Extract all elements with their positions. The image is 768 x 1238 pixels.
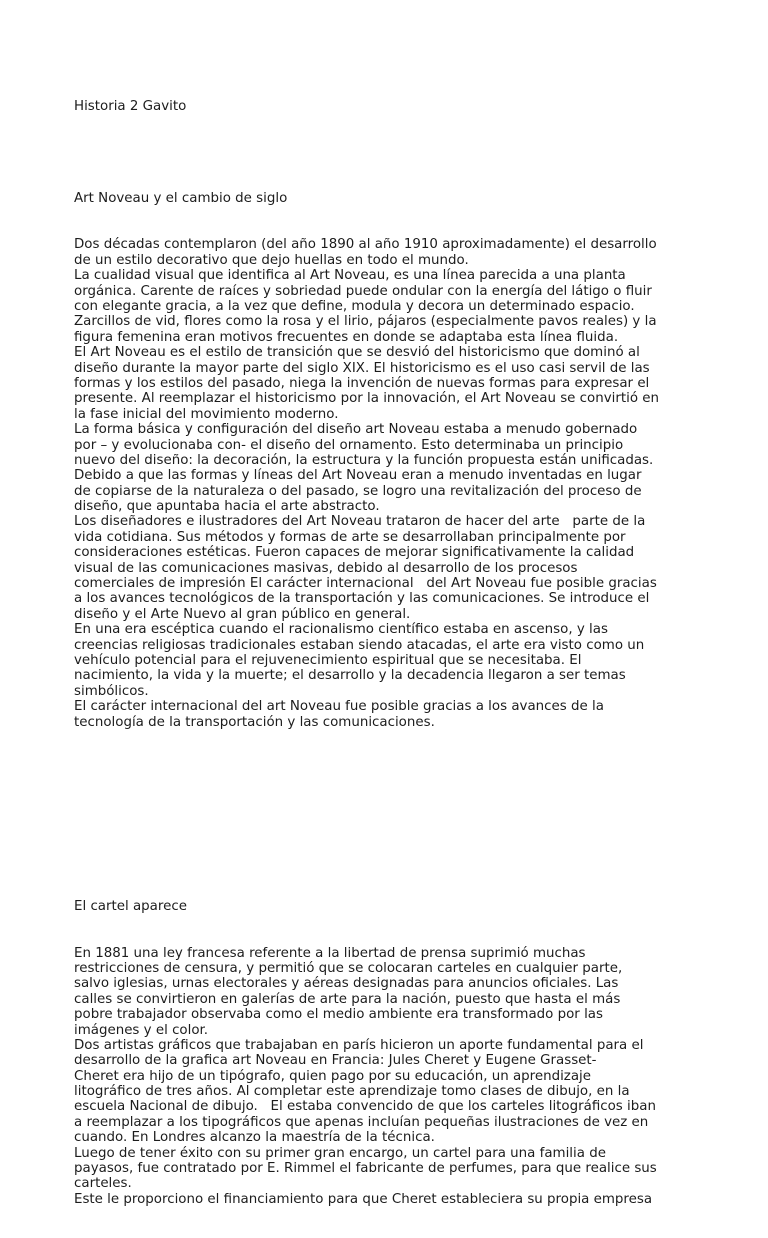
paragraph-line: carteles. — [74, 1176, 132, 1192]
paragraph-line: visual de las comunicaciones masivas, debido al desarrollo de los procesos — [74, 560, 578, 576]
paragraph-line: calles se convirtieron en galerías de arte para la nación, puesto que hasta el más — [74, 991, 621, 1007]
document-body — [74, 68, 702, 1238]
blank-line — [74, 761, 702, 776]
paragraph-line: vehículo potencial para el rejuvenecimiento espiritual que se necesitaba. El — [74, 652, 582, 668]
paragraph-line: formas y los estilos del pasado, niega la invención de nuevas formas para expresar el — [74, 375, 650, 391]
paragraph-line: litográfico de tres años. Al completar este aprendizaje tomo clases de dibujo, en la — [74, 1084, 630, 1100]
paragraph-line: escuela Nacional de dibujo. El estaba convencido de que los carteles litográficos iban — [74, 1099, 656, 1115]
paragraph-line: nuevo del diseño: la decoración, la estructura y la función propuesta están unificadas. — [74, 452, 654, 468]
paragraph-line: desarrollo de la grafica art Noveau en Francia: Jules Cheret y Eugene Grasset- — [74, 1053, 597, 1069]
paragraph-line: imágenes y el color. — [74, 1022, 209, 1038]
paragraph-line: Los diseñadores e ilustradores del Art Noveau trataron de hacer del arte parte de la — [74, 514, 646, 530]
paragraph-line: a reemplazar a los tipográficos que apenas incluían pequeñas ilustraciones de vez en — [74, 1114, 649, 1130]
blank-line — [74, 145, 702, 160]
paragraph-line: El Art Noveau es el estilo de transición que se desvió del historicismo que dominó al — [74, 345, 640, 361]
section-el-cartel-text — [74, 946, 702, 1208]
paragraph-line: tecnología de la transportación y las comunicaciones. — [74, 714, 435, 730]
paragraph-line: Zarcillos de vid, flores como la rosa y el lirio, pájaros (especialmente pavos reales) y la — [74, 314, 657, 330]
section-art-noveau-text — [74, 237, 702, 730]
paragraph-line: comerciales de impresión El carácter internacional del Art Noveau fue posible gracias — [74, 576, 657, 592]
paragraph-line: Dos décadas contemplaron (del año 1890 al año 1910 aproximadamente) el desarrollo — [74, 237, 657, 253]
paragraph-line: vida cotidiana. Sus métodos y formas de arte se desarrollaban principalmente por — [74, 529, 626, 545]
paragraph-line: a los avances tecnológicos de la transportación y las comunicaciones. Se introduce el — [74, 591, 650, 607]
paragraph-line: restricciones de censura, y permitió que se colocaran carteles en cualquier parte, — [74, 960, 623, 976]
paragraph-line: diseño durante la mayor parte del siglo XIX. El historicismo es el uso casi servil de las — [74, 360, 650, 376]
paragraph-line: nacimiento, la vida y la muerte; el desarrollo y la decadencia llegaron a ser temas — [74, 668, 626, 684]
paragraph-line: salvo iglesias, urnas electorales y aéreas designadas para anuncios oficiales. Las — [74, 976, 619, 992]
paragraph-line: payasos, fue contratado por E. Rimmel el fabricante de perfumes, para que realice sus — [74, 1161, 657, 1177]
paragraph-line: En 1881 una ley francesa referente a la libertad de prensa suprimió muchas — [74, 945, 586, 961]
paragraph-line: Este le proporciono el financiamiento para que Cheret estableciera su propia empresa — [74, 1191, 653, 1207]
paragraph-line: presente. Al reemplazar el historicismo por la innovación, el Art Noveau se convirtió en — [74, 391, 660, 407]
paragraph-line: figura femenina eran motivos frecuentes en donde se adaptaba esta línea fluida. — [74, 329, 619, 345]
paragraph-line: En una era escéptica cuando el racionalismo científico estaba en ascenso, y las — [74, 622, 608, 638]
paragraph-line: diseño y el Arte Nuevo al gran público en general. — [74, 606, 411, 622]
paragraph-line: creencias religiosas tradicionales estaban siendo atacadas, el arte era visto como un — [74, 637, 645, 653]
paragraph-line: Dos artistas gráficos que trabajaban en parís hicieron un aporte fundamental para el — [74, 1037, 644, 1053]
paragraph-line: Luego de tener éxito con su primer gran encargo, un cartel para una familia de — [74, 1145, 606, 1161]
paragraph-line: pobre trabajador observaba como el medio ambiente era transformado por las — [74, 1007, 603, 1023]
section-title-el-cartel: El cartel aparece — [74, 899, 187, 915]
paragraph-line: La forma básica y configuración del diseño art Noveau estaba a menudo gobernado — [74, 422, 638, 438]
paragraph-line: de copiarse de la naturaleza o del pasado, se logro una revitalización del proceso de — [74, 483, 642, 499]
paragraph-line: simbólicos. — [74, 683, 149, 699]
paragraph-line: de un estilo decorativo que dejo huellas en todo el mundo. — [74, 252, 469, 268]
paragraph-line: Cheret era hijo de un tipógrafo, quien pago por su educación, un aprendizaje — [74, 1068, 592, 1084]
document-header: Historia 2 Gavito — [74, 98, 187, 114]
paragraph-line: con elegante gracia, a la vez que define, modula y decora un determinado espacio. — [74, 298, 635, 314]
paragraph-line: diseño, que apuntaba hacia el arte abstracto. — [74, 499, 380, 515]
paragraph-line: consideraciones estéticas. Fueron capaces de mejorar significativamente la calidad — [74, 545, 635, 561]
paragraph-line: cuando. En Londres alcanzo la maestría de la técnica. — [74, 1130, 435, 1146]
blank-line — [74, 853, 702, 868]
paragraph-line: por – y evolucionaba con- el diseño del ornamento. Esto determinaba un principio — [74, 437, 624, 453]
paragraph-line: orgánica. Carente de raíces y sobriedad puede ondular con la energía del látigo o fluir — [74, 283, 652, 299]
blank-line — [74, 807, 702, 822]
paragraph-line: Debido a que las formas y líneas del Art Noveau eran a menudo inventadas en lugar — [74, 468, 642, 484]
paragraph-line: la fase inicial del movimiento moderno. — [74, 406, 339, 422]
paragraph-line: El carácter internacional del art Noveau fue posible gracias a los avances de la — [74, 699, 604, 715]
paragraph-line: La cualidad visual que identifica al Art Noveau, es una línea parecida a una planta — [74, 268, 626, 284]
section-title-art-noveau: Art Noveau y el cambio de siglo — [74, 191, 288, 207]
